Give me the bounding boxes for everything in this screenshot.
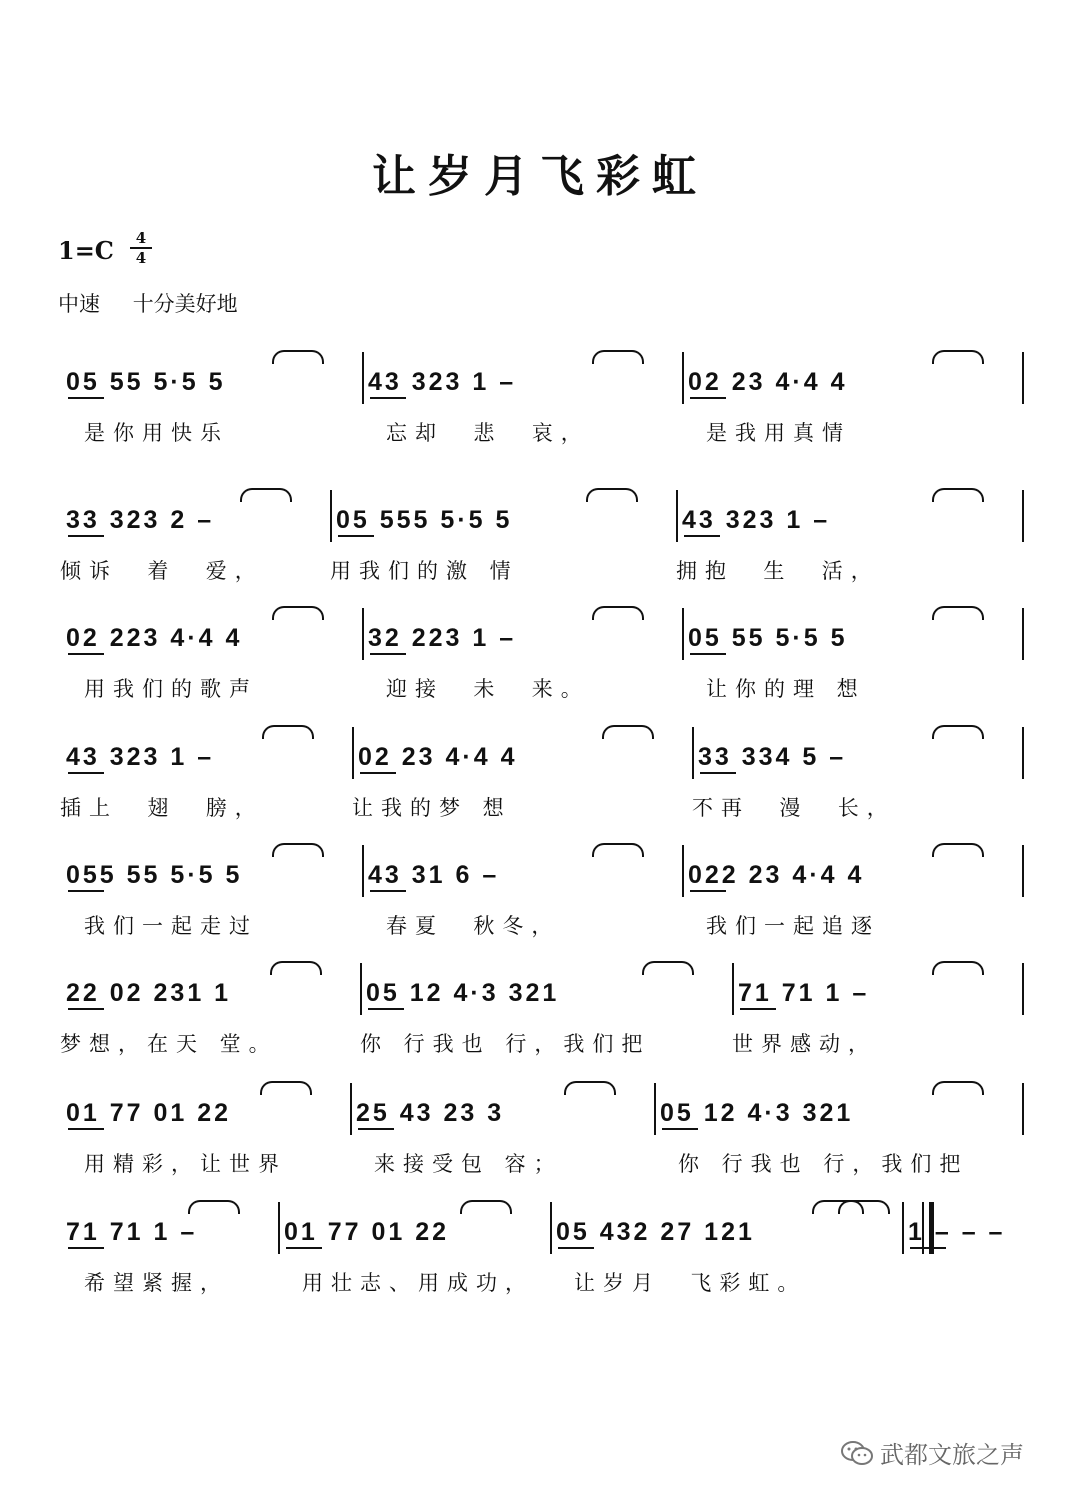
tempo-expression: 十分美好地: [132, 292, 238, 316]
lyric-row: [60, 1267, 1022, 1303]
measure: 055 55 5·5 5: [66, 861, 243, 889]
measure: 05 12 4·3 321: [660, 1099, 854, 1127]
slur: [932, 606, 984, 620]
eighth-note-underline: [68, 397, 104, 399]
lyric-phrase: 用我们的激 情: [330, 559, 519, 583]
barline: [1022, 490, 1024, 542]
barline: [732, 963, 734, 1015]
slur: [932, 350, 984, 364]
lyric-phrase: 我们一起追逐: [706, 914, 880, 938]
measure: 33 334 5 –: [698, 743, 847, 771]
measure: 05 555 5·5 5: [336, 506, 513, 534]
eighth-note-underline: [662, 1128, 698, 1130]
lyric-phrase: 梦想，在天 堂。: [60, 1032, 278, 1056]
measure: 02 223 4·4 4: [66, 624, 243, 652]
measure: 33 323 2 –: [66, 506, 215, 534]
lyric-row: [60, 555, 1022, 591]
eighth-note-underline: [68, 1128, 104, 1130]
slur: [932, 488, 984, 502]
eighth-note-underline: [684, 535, 720, 537]
measure: 05 432 27 121: [556, 1218, 755, 1246]
eighth-note-underline: [68, 535, 104, 537]
barline: [682, 845, 684, 897]
slur: [932, 1081, 984, 1095]
barline: [902, 1202, 904, 1254]
eighth-note-underline: [910, 1247, 946, 1249]
music-row: [60, 737, 1022, 777]
eighth-note-underline: [690, 397, 726, 399]
slur: [592, 350, 644, 364]
time-signature-bottom: 4: [135, 249, 147, 267]
measure: 05 55 5·5 5: [688, 624, 848, 652]
music-row: [60, 500, 1022, 540]
barline: [682, 608, 684, 660]
barline: [550, 1202, 552, 1254]
eighth-note-underline: [68, 653, 104, 655]
barline: [1022, 352, 1024, 404]
eighth-note-underline: [558, 1247, 594, 1249]
measure: 32 223 1 –: [368, 624, 517, 652]
measure: 71 71 1 –: [66, 1218, 198, 1246]
lyric-phrase: 来接受包 容；: [374, 1152, 563, 1176]
slur: [932, 843, 984, 857]
slur: [240, 488, 292, 502]
barline: [352, 727, 354, 779]
lyric-phrase: 迎接 未 来。: [386, 677, 590, 701]
lyric-row: [60, 1148, 1022, 1184]
slur: [592, 843, 644, 857]
measure: 01 77 01 22: [284, 1218, 450, 1246]
lyric-phrase: 让我的梦 想: [352, 796, 512, 820]
tempo-marking: [58, 288, 264, 318]
slur: [586, 488, 638, 502]
wechat-icon: [840, 1440, 874, 1466]
measure: 01 77 01 22: [66, 1099, 232, 1127]
barline: [682, 352, 684, 404]
slur: [272, 843, 324, 857]
barline: [278, 1202, 280, 1254]
lyric-phrase: 春夏 秋冬，: [386, 914, 561, 938]
slur: [272, 606, 324, 620]
eighth-note-underline: [68, 1247, 104, 1249]
measure: 022 23 4·4 4: [688, 861, 865, 889]
barline: [362, 845, 364, 897]
lyric-phrase: 用壮志、用成功，: [302, 1271, 534, 1295]
slur: [272, 350, 324, 364]
barline: [1022, 727, 1024, 779]
music-row: [60, 1212, 1022, 1252]
measure: 05 55 5·5 5: [66, 368, 226, 396]
lyric-phrase: 用我们的歌声: [84, 677, 258, 701]
slur: [642, 961, 694, 975]
measure: 71 71 1 –: [738, 979, 870, 1007]
lyric-phrase: 是你用快乐: [84, 421, 229, 445]
eighth-note-underline: [358, 1128, 394, 1130]
eighth-note-underline: [360, 772, 396, 774]
lyric-phrase: 你 行我也 行，我们把: [678, 1152, 969, 1176]
slur: [460, 1200, 512, 1214]
eighth-note-underline: [286, 1247, 322, 1249]
eighth-note-underline: [68, 772, 104, 774]
lyric-phrase: 你 行我也 行，我们把: [360, 1032, 651, 1056]
measure: 43 323 1 –: [682, 506, 831, 534]
music-row: [60, 362, 1022, 402]
tempo-speed: 中速: [58, 292, 100, 316]
lyric-row: [60, 910, 1022, 946]
measure: 43 31 6 –: [368, 861, 500, 889]
barline: [360, 963, 362, 1015]
key-signature: 1=C: [58, 236, 114, 265]
lyric-phrase: 拥抱 生 活，: [676, 559, 880, 583]
eighth-note-underline: [370, 653, 406, 655]
slur: [838, 1200, 890, 1214]
eighth-note-underline: [690, 653, 726, 655]
barline: [362, 608, 364, 660]
slur: [188, 1200, 240, 1214]
barline: [1022, 608, 1024, 660]
eighth-note-underline: [370, 890, 406, 892]
time-signature: [130, 230, 152, 266]
barline: [350, 1083, 352, 1135]
lyric-phrase: 让你的理 想: [706, 677, 866, 701]
barline: [1022, 963, 1024, 1015]
measure: 02 23 4·4 4: [688, 368, 848, 396]
eighth-note-underline: [368, 1008, 404, 1010]
lyric-phrase: 我们一起走过: [84, 914, 258, 938]
barline: [676, 490, 678, 542]
music-row: [60, 973, 1022, 1013]
eighth-note-underline: [690, 890, 726, 892]
slur: [932, 961, 984, 975]
watermark: [840, 1435, 1024, 1470]
barline: [1022, 1083, 1024, 1135]
lyric-phrase: 让岁月 飞彩虹。: [574, 1271, 807, 1295]
barline: [692, 727, 694, 779]
song-title: 让岁月飞彩虹: [372, 151, 708, 202]
eighth-note-underline: [370, 397, 406, 399]
slur: [262, 725, 314, 739]
slur: [564, 1081, 616, 1095]
measure: 43 323 1 –: [66, 743, 215, 771]
eighth-note-underline: [338, 535, 374, 537]
music-row: [60, 855, 1022, 895]
measure: 22 02 231 1: [66, 979, 232, 1007]
lyric-phrase: 插上 翅 膀，: [60, 796, 264, 820]
music-row: [60, 1093, 1022, 1133]
barline: [330, 490, 332, 542]
barline: [1022, 845, 1024, 897]
lyric-phrase: 忘却 悲 哀，: [386, 421, 590, 445]
eighth-note-underline: [68, 1008, 104, 1010]
lyric-phrase: 倾诉 着 爱，: [60, 559, 264, 583]
measure: 25 43 23 3: [356, 1099, 505, 1127]
measure: 1 – – –: [908, 1218, 1006, 1246]
eighth-note-underline: [68, 890, 104, 892]
lyric-row: [60, 673, 1022, 709]
lyric-phrase: 用精彩，让世界: [84, 1152, 287, 1176]
barline: [362, 352, 364, 404]
slur: [602, 725, 654, 739]
eighth-note-underline: [740, 1008, 776, 1010]
lyric-phrase: 不再 漫 长，: [692, 796, 896, 820]
slur: [260, 1081, 312, 1095]
measure: 05 12 4·3 321: [366, 979, 560, 1007]
measure: 43 323 1 –: [368, 368, 517, 396]
eighth-note-underline: [700, 772, 736, 774]
music-row: [60, 618, 1022, 658]
lyric-phrase: 希望紧握，: [84, 1271, 229, 1295]
barline: [654, 1083, 656, 1135]
watermark-text: 武都文旅之声: [880, 1441, 1024, 1469]
lyric-row: [60, 792, 1022, 828]
time-signature-top: 4: [135, 229, 147, 247]
slur: [592, 606, 644, 620]
measure: 02 23 4·4 4: [358, 743, 518, 771]
slur: [932, 725, 984, 739]
lyric-phrase: 是我用真情: [706, 421, 851, 445]
lyric-row: [60, 417, 1022, 453]
lyric-row: [60, 1028, 1022, 1064]
final-barline: [922, 1202, 924, 1254]
slur: [270, 961, 322, 975]
lyric-phrase: 世界感动，: [732, 1032, 877, 1056]
